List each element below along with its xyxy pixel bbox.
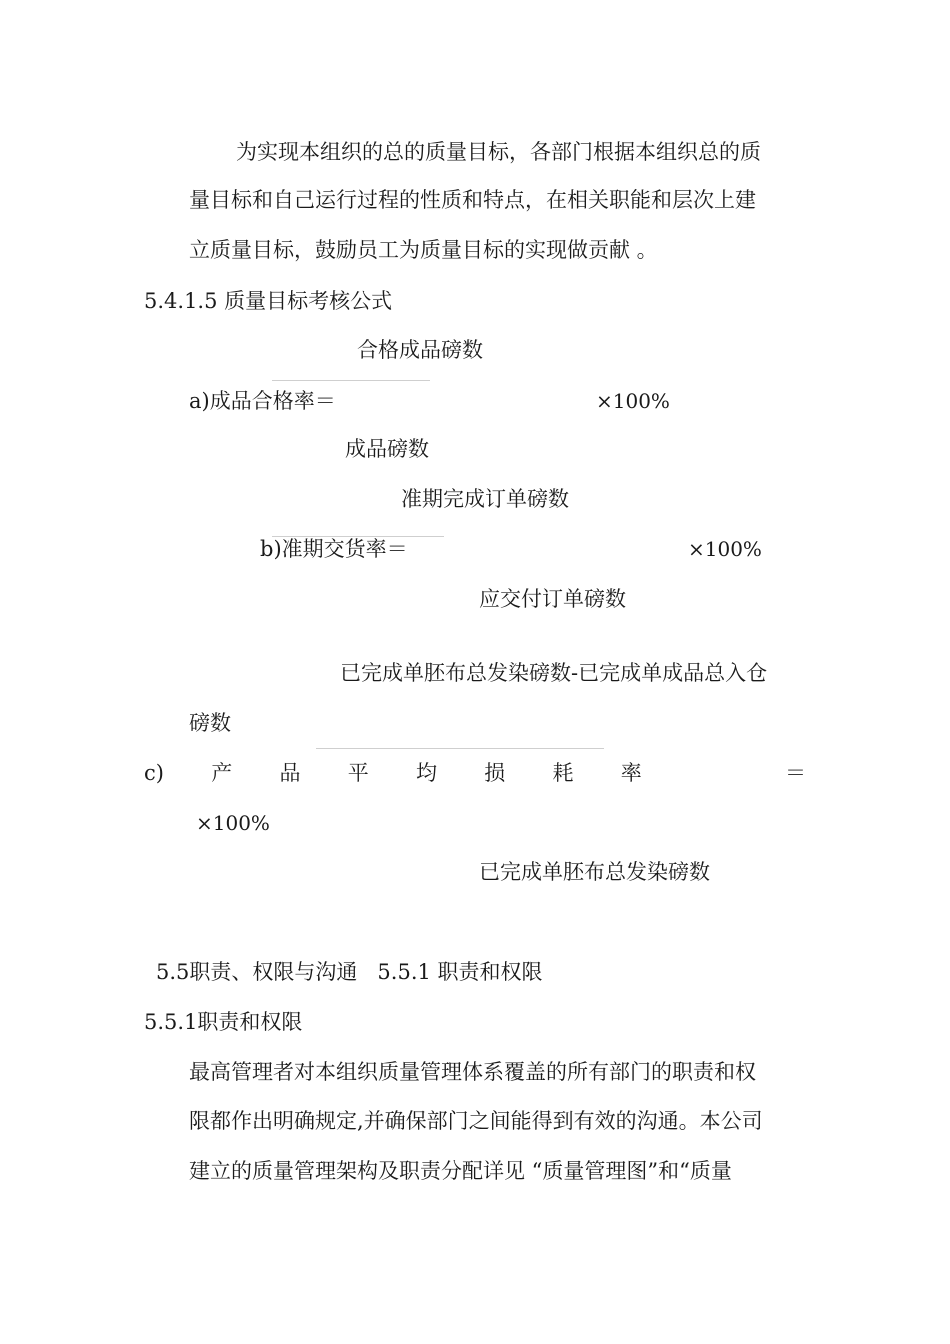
formula-c-label-char: 损: [484, 761, 506, 785]
formula-c-numerator-line-1: 已完成单胚布总发染磅数-已完成单成品总入仓: [340, 661, 768, 685]
formula-c-label-char: 品: [279, 761, 301, 785]
formula-c-fraction-bar: [316, 748, 604, 749]
intro-line-1: 为实现本组织的总的质量目标，各部门根据本组织总的质: [236, 140, 761, 164]
formula-b-denominator: 应交付订单磅数: [479, 587, 626, 611]
formula-b-numerator: 准期完成订单磅数: [401, 487, 569, 511]
formula-c-label-char: 均: [415, 761, 437, 785]
section-55-heading: 5.5职责、权限与沟通 5.5.1 职责和权限: [156, 960, 543, 984]
formula-c-label-char: 产: [211, 761, 233, 785]
formula-a-label: a)成品合格率＝: [189, 389, 336, 413]
section-551-line-3: 建立的质量管理架构及职责分配详见 “质量管理图”和“质量: [189, 1159, 732, 1183]
formula-c-label-char: c): [144, 761, 164, 785]
formula-c-factor: ×100%: [196, 811, 270, 835]
section-551-heading: 5.5.1职责和权限: [144, 1010, 303, 1034]
formula-c-label-char: ＝: [784, 761, 806, 785]
section-5415-heading: 5.4.1.5 质量目标考核公式: [144, 289, 393, 313]
formula-a-fraction-bar: [272, 380, 430, 381]
formula-c-denominator: 已完成单胚布总发染磅数: [479, 860, 710, 884]
formula-c-label-char: 耗: [552, 761, 574, 785]
section-551-line-2: 限都作出明确规定,并确保部门之间能得到有效的沟通。本公司: [189, 1109, 763, 1133]
formula-a-factor: ×100%: [596, 389, 670, 413]
formula-a-numerator: 合格成品磅数: [357, 338, 483, 362]
intro-line-3: 立质量目标，鼓励员工为质量目标的实现做贡献 。: [189, 238, 658, 262]
formula-a-denominator: 成品磅数: [345, 437, 429, 461]
formula-c-label: [144, 763, 806, 784]
formula-c-label-char: 平: [347, 761, 369, 785]
formula-c-label-char: 率: [620, 761, 642, 785]
formula-c-numerator-line-2: 磅数: [189, 711, 231, 735]
formula-b-label: b)准期交货率＝: [260, 537, 408, 561]
intro-line-2: 量目标和自己运行过程的性质和特点，在相关职能和层次上建: [189, 188, 756, 212]
section-551-line-1: 最高管理者对本组织质量管理体系覆盖的所有部门的职责和权: [189, 1060, 756, 1084]
formula-b-factor: ×100%: [688, 537, 762, 561]
